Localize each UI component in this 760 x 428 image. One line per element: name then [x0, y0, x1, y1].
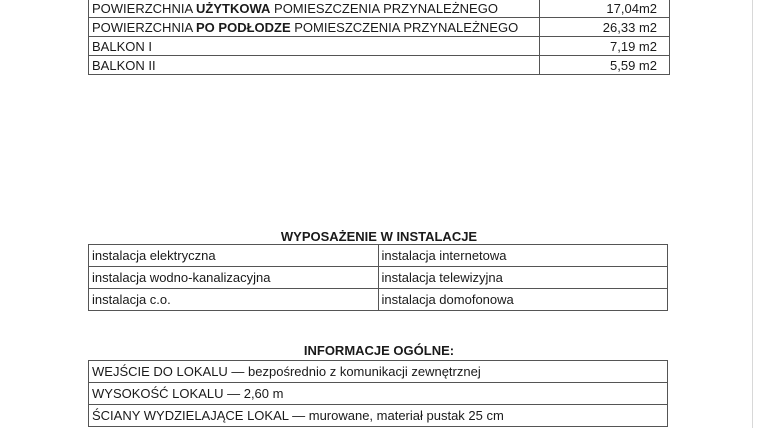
area-label	[89, 18, 540, 37]
info-item	[89, 383, 668, 405]
info-value: — murowane, materiał pustak 25 cm	[288, 408, 504, 423]
label-text: POWIERZCHNIA	[92, 0, 197, 16]
table-row	[89, 383, 668, 405]
installation-item: instalacja wodno-kanalizacyjna	[89, 267, 379, 289]
table-row	[89, 289, 668, 311]
installations-table	[88, 244, 668, 311]
area-label: BALKON II	[89, 56, 540, 75]
installation-item: instalacja domofonowa	[378, 289, 668, 311]
installation-item: instalacja elektryczna	[89, 245, 379, 267]
info-item	[89, 361, 668, 383]
info-key: WEJŚCIE DO LOKALU	[92, 364, 228, 379]
label-text: POMIESZCZENIA PRZYNALEŻNEGO	[290, 19, 519, 35]
table-row	[89, 37, 670, 56]
label-bold: PO PODŁODZE	[196, 19, 291, 35]
general-info-title: INFORMACJE OGÓLNE:	[303, 343, 455, 358]
installation-item: instalacja internetowa	[378, 245, 668, 267]
area-value: 17,04m2	[540, 0, 670, 18]
page-edge-line	[752, 0, 753, 428]
info-key: WYSOKOŚĆ LOKALU	[92, 386, 224, 401]
installation-item: instalacja telewizyjna	[378, 267, 668, 289]
table-row	[89, 245, 668, 267]
area-label: BALKON I	[89, 37, 540, 56]
label-text: POMIESZCZENIA PRZYNALEŻNEGO	[270, 0, 498, 16]
area-table	[88, 0, 670, 75]
table-row	[89, 361, 668, 383]
info-value: — bezpośrednio z komunikacji zewnętrznej	[227, 364, 481, 379]
info-value: — 2,60 m	[223, 386, 284, 401]
table-row	[89, 18, 670, 37]
info-key: ŚCIANY WYDZIELAJĄCE LOKAL	[92, 408, 289, 423]
area-label	[89, 0, 540, 18]
table-row	[89, 56, 670, 75]
info-item	[89, 405, 668, 427]
installations-title: WYPOSAŻENIE W INSTALACJE	[280, 229, 478, 244]
table-row	[89, 0, 670, 18]
area-value: 7,19 m2	[540, 37, 670, 56]
area-value: 5,59 m2	[540, 56, 670, 75]
table-row	[89, 267, 668, 289]
general-info-table	[88, 360, 668, 427]
label-bold: UŻYTKOWA	[196, 0, 271, 16]
area-value: 26,33 m2	[540, 18, 670, 37]
label-text: POWIERZCHNIA	[92, 19, 197, 35]
installation-item: instalacja c.o.	[89, 289, 379, 311]
table-row	[89, 405, 668, 427]
